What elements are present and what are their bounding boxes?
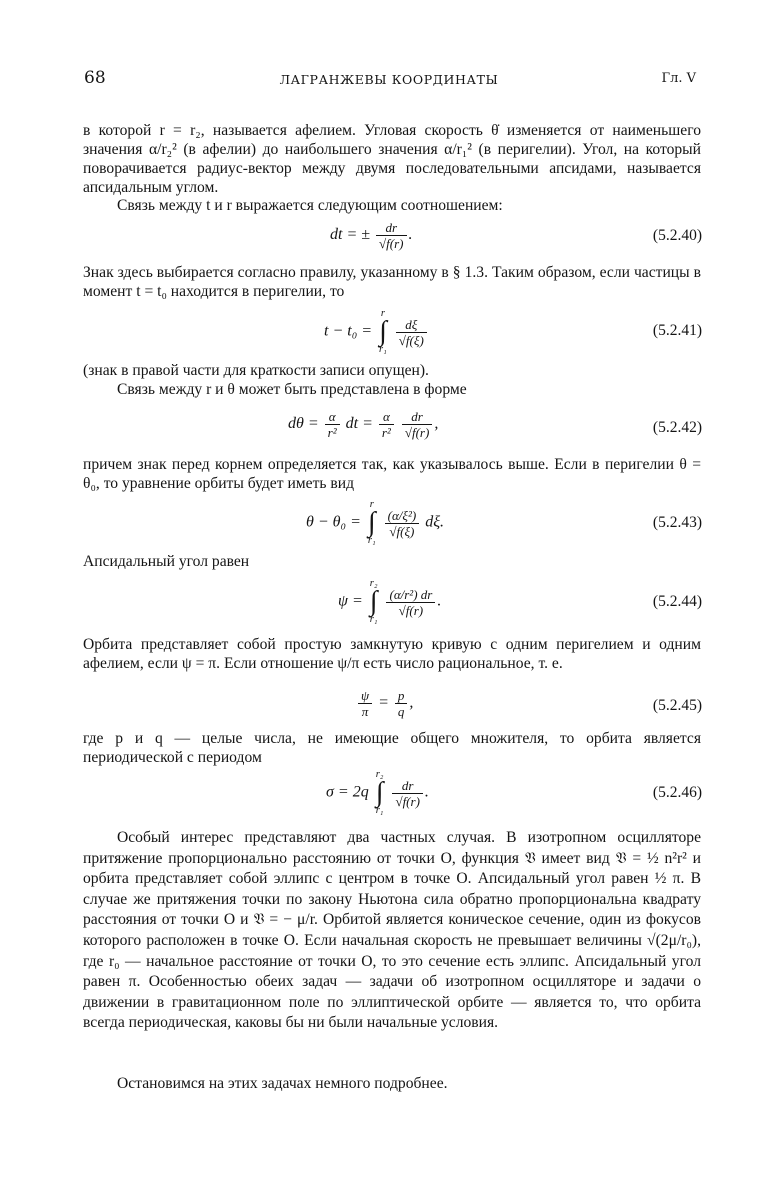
equation-number: (5.2.45) — [652, 697, 702, 714]
equation-number: (5.2.40) — [652, 227, 702, 244]
page-number: 68 — [84, 68, 106, 88]
paragraph-sign-omitted: (знак в правой части для краткости записи опущен). — [83, 362, 429, 379]
paragraph-orbit-equation: причем знак перед корнем определяется так, как указывалось выше. Если в перигелии θ = θ₀, то уравнение орбиты будет иметь вид — [83, 456, 701, 492]
paragraph-period: где p и q — целые числа, не имеющие общего множителя, то орбита является периодической с периодом — [83, 730, 701, 766]
running-title: ЛАГРАНЖЕВЫ КООРДИНАТЫ — [279, 72, 499, 87]
paragraph-aphelion: в которой r = r₂, называется афелием. Угловая скорость θ̇ изменяется от наименьшего значения α/r₂² (в афелии) до наибольшего значения α/r₁² (в перигелии). Угол, на который поворачивается радиус-вектор между двумя последовательными апсидами, называется апсидальным углом. — [83, 122, 701, 196]
paragraph-t-r-relation: Связь между t и r выражается следующим соотношением: — [117, 197, 503, 214]
equation-5-2-40: dt = ± $\frac{dr}{√f(r)}$ . (5.2.40) — [330, 220, 702, 251]
chapter-label: Гл. V — [661, 71, 696, 86]
equation-5-2-42: dθ = $\frac{\alpha}{\text{r²}}$ dt = $\frac{\alpha}{\text{r²}}$ $\frac{dr}{√f(r)}$ , (5.2.42) — [288, 409, 702, 440]
equation-5-2-45: $\frac{\psi}{\pi}$ = $\frac{p}{q}$ , (5.2.45) — [0, 686, 778, 726]
paragraph-special-cases: Особый интерес представляют два частных случая. В изотропном осцилляторе притяжение пропорционально расстоянию от точки O, функция 𝔙 имеет вид 𝔙 = ½ n²r² и орбита представляет собой эллипс с центром в точке O. Апсидальный угол равен ½ π. В случае же притяжения точки по закону Ньютона сила обратно пропорциональна квадрату расстояния от точки O и 𝔙 = − μ/r. Орбитой является коническое сечение, один из фокусов которого расположен в точке O. Если начальная скорость не превышает величины √(2μ/r₀), где r₀ — начальное расстояние от точки O, то это сечение есть эллипс. Апсидальный угол равен π. Особенностью обеих задач — задачи об изотропном осцилляторе и задачи о движении в гравитационном поле по эллиптической орбите — является то, что орбита всегда периодическая, каковы бы ни были начальные условия. — [83, 829, 701, 1032]
paragraph-apsidal-angle: Апсидальный угол равен — [83, 553, 250, 570]
paragraph-closing: Остановимся на этих задачах немного подробнее. — [117, 1075, 448, 1092]
equation-5-2-46: σ = 2q r₂ ∫ r₁ $\frac{dr}{√f(r)}$ . (5.2.46) — [326, 769, 702, 816]
paragraph-r-theta-relation: Связь между r и θ может быть представлена в форме — [117, 381, 467, 398]
paragraph-sign-rule: Знак здесь выбирается согласно правилу, указанному в § 1.3. Таким образом, если частицы в момент t = t₀ находится в перигелии, то — [83, 264, 701, 300]
equation-number: (5.2.46) — [652, 784, 702, 801]
equation-5-2-43: θ − θ₀ = r ∫ r₁ $\frac{\text{(α/ξ²)}}{√f(\xi)}$ dξ. (5.2.43) — [306, 499, 702, 546]
equation-5-2-44: ψ = r₂ ∫ r₁ $\frac{\text{(α/r²) dr}}{√f(r)}$ . (5.2.44) — [338, 578, 702, 625]
paragraph-closed-orbit: Орбита представляет собой простую замкнутую кривую с одним перигелием и одним афелием, если ψ = π. Если отношение ψ/π есть число рациональное, т. е. — [83, 636, 701, 672]
equation-number: (5.2.44) — [652, 593, 702, 610]
equation-number: (5.2.41) — [652, 322, 702, 339]
equation-number: (5.2.42) — [652, 419, 702, 436]
equation-5-2-41: t − t₀ = r ∫ r₁ $\frac{d\xi}{√f(\xi)}$ (5.2.41) — [324, 308, 702, 355]
equation-number: (5.2.43) — [652, 514, 702, 531]
